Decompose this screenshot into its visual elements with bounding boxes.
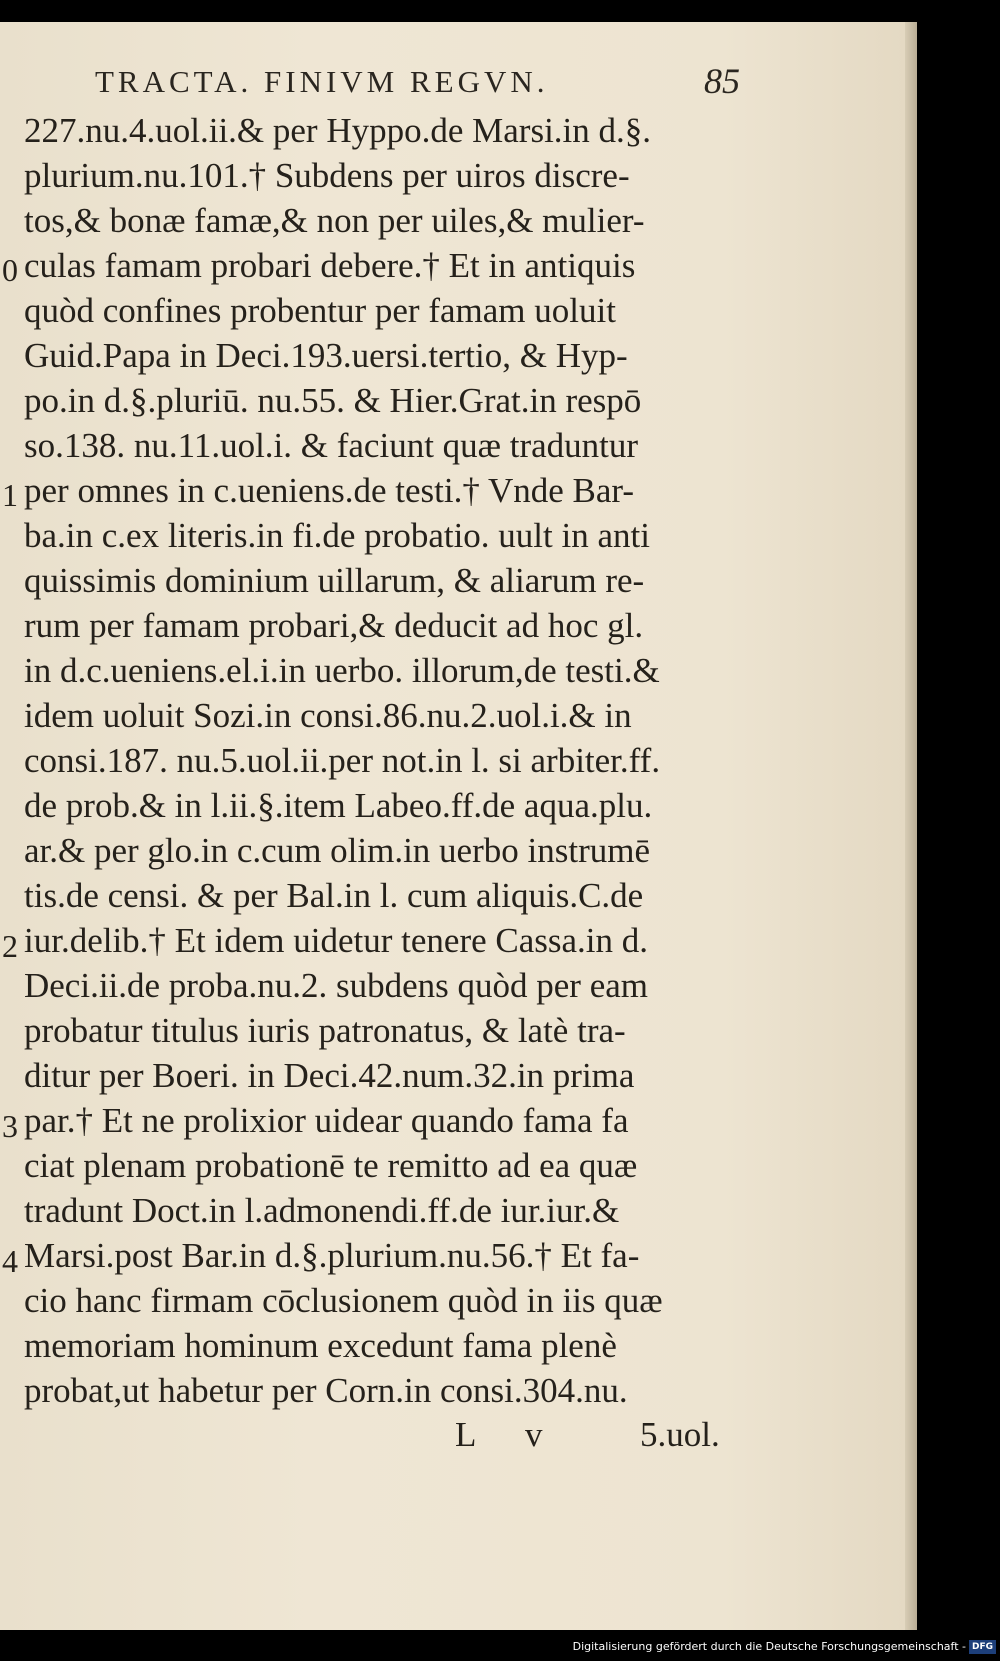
text-line: plurium.nu.101.† Subdens per uiros discre-: [24, 156, 630, 195]
text-line: Marsi.post Bar.in d.§.plurium.nu.56.† Et fa-: [24, 1236, 640, 1275]
text-line: ba.in c.ex literis.in fi.de probatio. uult in anti: [24, 516, 650, 555]
text-line: idem uoluit Sozi.in consi.86.nu.2.uol.i.& in: [24, 696, 632, 735]
signature-numeral: v: [525, 1415, 543, 1454]
text-line: tis.de censi. & per Bal.in l. cum aliquis.C.de: [24, 876, 644, 915]
text-line: ditur per Boeri. in Deci.42.num.32.in prima: [24, 1056, 635, 1095]
folio-number: 85: [704, 61, 740, 101]
text-line: so.138. nu.11.uol.i. & faciunt quæ traduntur: [24, 426, 639, 465]
text-line: rum per famam probari,& deducit ad hoc gl.: [24, 606, 644, 645]
page-edge: [905, 22, 917, 1630]
marginal-number: 4: [2, 1243, 18, 1279]
text-line: cio hanc firmam cōclusionem quòd in iis quæ: [24, 1281, 663, 1320]
running-title: TRACTA. FINIVM REGVN.: [95, 64, 549, 99]
text-line: culas famam probari debere.† Et in antiquis: [24, 246, 636, 285]
signature-mark: L: [455, 1415, 477, 1454]
text-line: 227.nu.4.uol.ii.& per Hyppo.de Marsi.in d.§.: [24, 111, 652, 150]
catchword: 5.uol.: [640, 1415, 720, 1454]
text-line: ciat plenam probationē te remitto ad ea quæ: [24, 1146, 638, 1185]
marginal-number: 1: [2, 477, 18, 513]
dfg-logo-icon: DFG: [969, 1640, 996, 1654]
text-line: de prob.& in l.ii.§.item Labeo.ff.de aqua.plu.: [24, 786, 653, 825]
text-line: probatur titulus iuris patronatus, & latè tra-: [24, 1011, 626, 1050]
text-line: ar.& per glo.in c.cum olim.in uerbo instrumē: [24, 831, 650, 870]
marginal-number: 3: [2, 1108, 18, 1144]
text-line: tos,& bonæ famæ,& non per uiles,& mulier-: [24, 201, 645, 240]
text-line: consi.187. nu.5.uol.ii.per not.in l. si arbiter.ff.: [24, 741, 661, 780]
marginal-number: 0: [2, 252, 18, 288]
funding-credit: Digitalisierung gefördert durch die Deutsche Forschungsgemeinschaft -: [572, 1640, 966, 1653]
text-line: Deci.ii.de proba.nu.2. subdens quòd per eam: [24, 966, 649, 1005]
text-line: quissimis dominium uillarum, & aliarum re-: [24, 561, 645, 600]
text-line: per omnes in c.ueniens.de testi.† Vnde Bar-: [24, 471, 635, 510]
text-line: quòd confines probentur per famam uoluit: [24, 291, 616, 330]
text-line: Guid.Papa in Deci.193.uersi.tertio, & Hyp-: [24, 336, 628, 375]
footer-bar: [0, 1630, 1000, 1661]
text-line: iur.delib.† Et idem uidetur tenere Cassa.in d.: [24, 921, 649, 960]
text-line: in d.c.ueniens.el.i.in uerbo. illorum,de testi.&: [24, 651, 660, 690]
text-line: probat,ut habetur per Corn.in consi.304.nu.: [24, 1371, 628, 1410]
body-text: [24, 108, 744, 1413]
marginal-number: 2: [2, 928, 18, 964]
text-line: memoriam hominum excedunt fama plenè: [24, 1326, 617, 1365]
text-line: po.in d.§.pluriū. nu.55. & Hier.Grat.in respō: [24, 381, 642, 420]
page-header: [95, 61, 740, 104]
text-line: par.† Et ne prolixior uidear quando fama fa: [24, 1101, 629, 1140]
text-line: tradunt Doct.in l.admonendi.ff.de iur.iur.&: [24, 1191, 620, 1230]
